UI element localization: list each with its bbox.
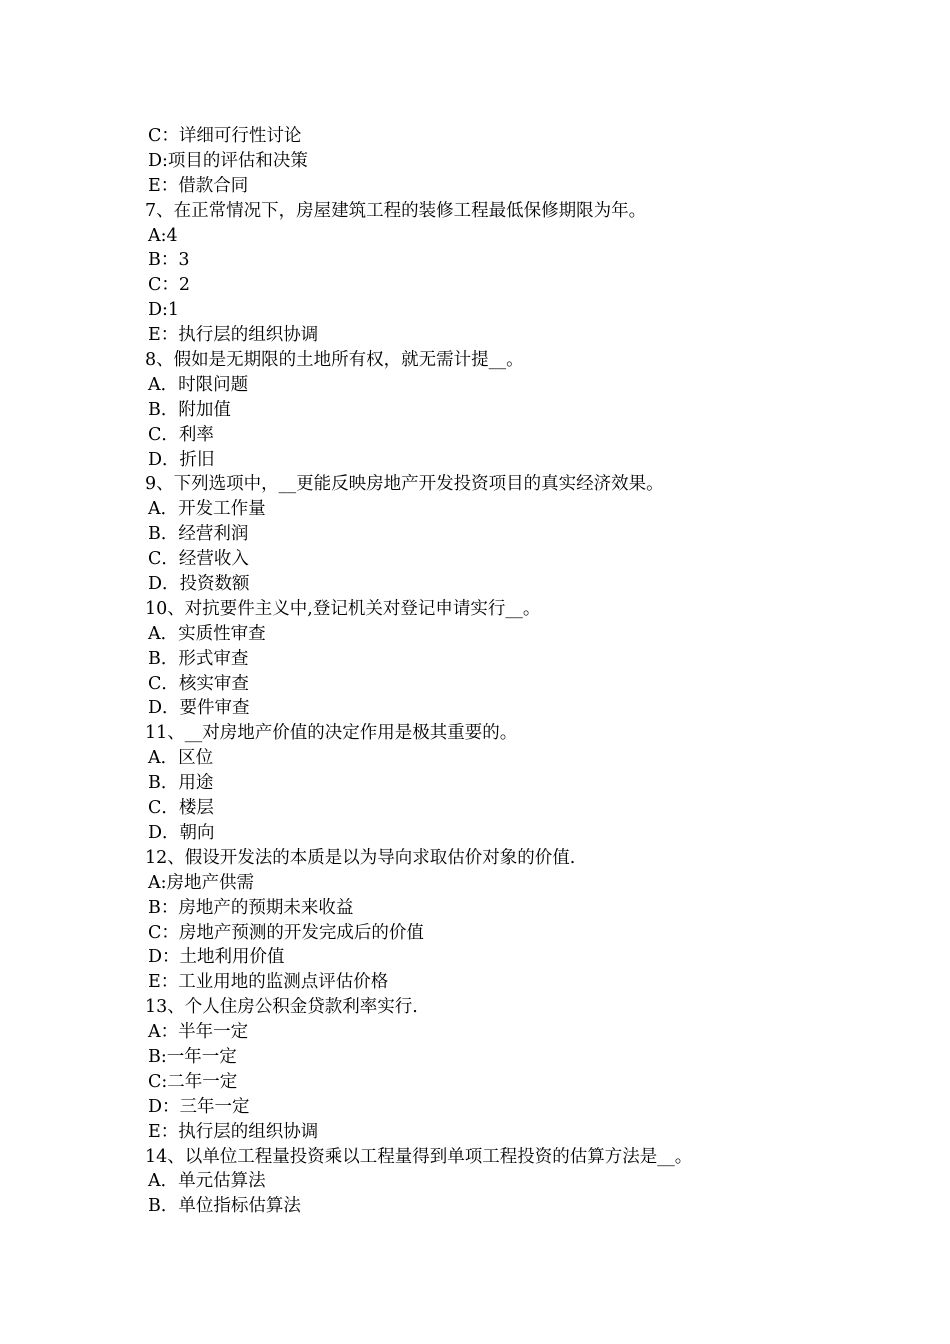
answer-option: A．开发工作量	[148, 499, 266, 520]
answer-option: A．单元估算法	[148, 1171, 266, 1192]
answer-option: B．用途	[148, 773, 214, 794]
question-text: 9、下列选项中，__更能反映房地产开发投资项目的真实经济效果。	[145, 474, 664, 495]
answer-option: B．形式审查	[148, 648, 249, 669]
answer-option: D．投资数额	[148, 574, 250, 595]
answer-option: A：半年一定	[148, 1022, 249, 1043]
question-text: 8、假如是无期限的土地所有权，就无需计提__。	[145, 350, 524, 371]
answer-option: A．时限问题	[148, 374, 249, 395]
question-text: 12、假设开发法的本质是以为导向求取估价对象的价值.	[145, 847, 576, 868]
answer-option: E：执行层的组织协调	[148, 325, 319, 346]
answer-option: B：房地产的预期未来收益	[148, 897, 354, 918]
answer-option: D：土地利用价值	[148, 947, 285, 968]
answer-option: C．利率	[148, 424, 214, 445]
question-text: 7、在正常情况下，房屋建筑工程的装修工程最低保修期限为年。	[145, 200, 647, 221]
answer-option: C．经营收入	[148, 549, 249, 570]
answer-option: D:1	[148, 300, 180, 321]
answer-option: D:项目的评估和决策	[148, 150, 308, 171]
document-body	[145, 124, 905, 1219]
answer-option: D．折旧	[148, 449, 215, 470]
answer-option: C：2	[148, 275, 191, 296]
answer-option: A:4	[148, 225, 178, 246]
question-text: 10、对抗要件主义中,登记机关对登记申请实行__。	[145, 598, 541, 619]
question-text: 11、__对房地产价值的决定作用是极其重要的。	[145, 723, 518, 744]
answer-option: B．单位指标估算法	[148, 1196, 301, 1217]
answer-option: B．附加值	[148, 399, 231, 420]
answer-option: D．要件审查	[148, 698, 250, 719]
answer-option: C．核实审查	[148, 673, 249, 694]
question-text: 13、个人住房公积金贷款利率实行.	[145, 997, 418, 1018]
answer-option: A．实质性审查	[148, 623, 266, 644]
answer-option: A．区位	[148, 748, 214, 769]
answer-option: E：借款合同	[148, 175, 249, 196]
answer-option: D：三年一定	[148, 1096, 250, 1117]
answer-option: C：详细可行性讨论	[148, 126, 302, 146]
answer-option: E：执行层的组织协调	[148, 1121, 319, 1142]
answer-option: B．经营利润	[148, 524, 249, 545]
answer-option: E：工业用地的监测点评估价格	[148, 972, 389, 993]
question-text: 14、以单位工程量投资乘以工程量得到单项工程投资的估算方法是__。	[145, 1146, 693, 1167]
answer-option: C．楼层	[148, 798, 214, 819]
answer-option: A:房地产供需	[148, 872, 255, 893]
answer-option: B:一年一定	[148, 1046, 237, 1067]
answer-option: D．朝向	[148, 822, 215, 843]
answer-option: C:二年一定	[148, 1071, 238, 1092]
answer-option: C：房地产预测的开发完成后的价值	[148, 922, 424, 943]
answer-option: B：3	[148, 250, 190, 271]
